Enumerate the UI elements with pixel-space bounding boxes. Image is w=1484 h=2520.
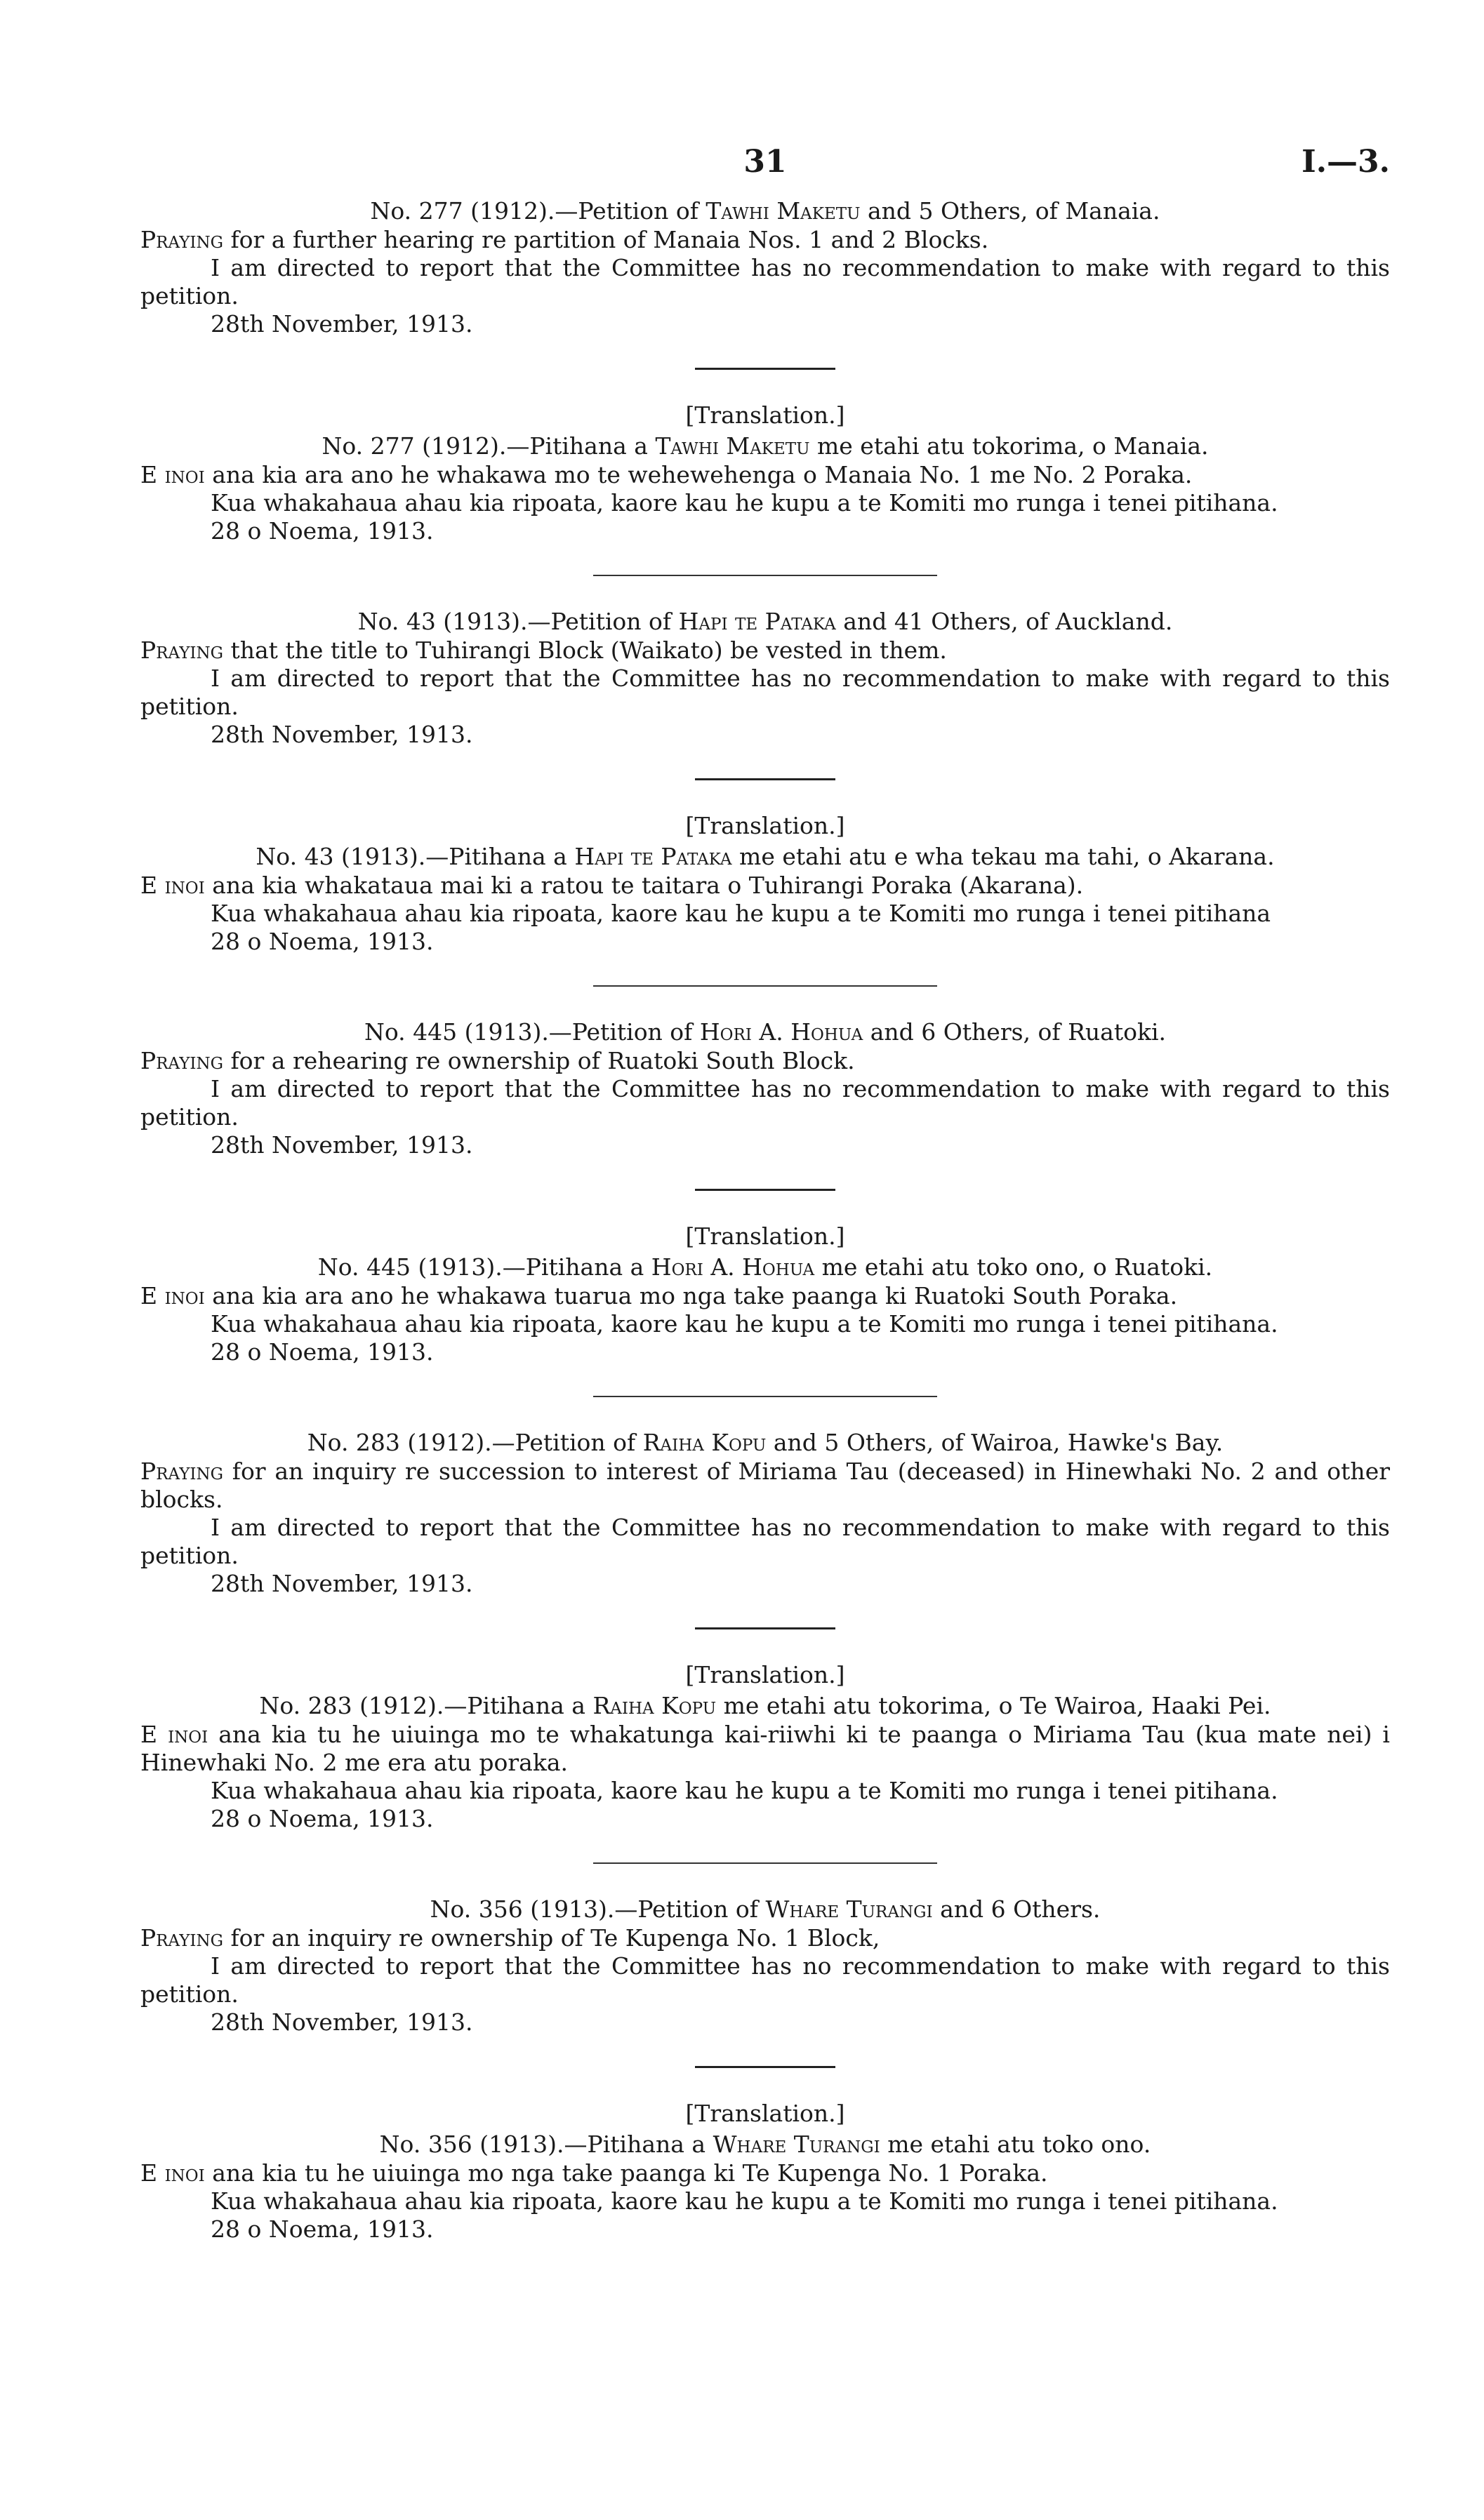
petitioner-name: Whare Turangi	[713, 2131, 880, 2158]
petitioner-name: Hapi te Pataka	[678, 608, 836, 635]
committee-report: I am directed to report that the Committee has no recommendation to make with regard to this petition.	[140, 1514, 1390, 1569]
translation-date: 28 o Noema, 1913.	[211, 1338, 434, 1366]
translation-label: [Translation.]	[685, 1222, 845, 1250]
petition-entry	[140, 196, 1390, 576]
section-divider	[593, 1862, 937, 1864]
petitioner-name: Hori A. Hohua	[651, 1253, 815, 1281]
document-page	[140, 0, 1390, 2244]
petition-entry	[140, 607, 1390, 987]
petition-entry	[140, 1018, 1390, 1397]
document-reference: I.—3.	[1301, 144, 1390, 180]
translation-heading: No. 445 (1913).—Pitihana a Hori A. Hohua me etahi atu toko ono, o Ruatoki.	[317, 1253, 1213, 1281]
short-divider	[695, 368, 835, 370]
translation-report: Kua whakahaua ahau kia ripoata, kaore kau he kupu a te Komiti mo runga i tenei pitihana.	[211, 489, 1278, 516]
short-divider	[695, 1627, 835, 1629]
petition-entry	[140, 1895, 1390, 2244]
translation-date: 28 o Noema, 1913.	[211, 2215, 434, 2243]
translation-date: 28 o Noema, 1913.	[211, 517, 434, 545]
translation-label: [Translation.]	[685, 812, 845, 839]
translation-label: [Translation.]	[685, 1661, 845, 1688]
committee-report: I am directed to report that the Committee has no recommendation to make with regard to this petition.	[140, 1075, 1390, 1131]
translation-heading: No. 43 (1913).—Pitihana a Hapi te Pataka me etahi atu e wha tekau ma tahi, o Akarana.	[256, 843, 1275, 870]
translation-praying: E inoi ana kia tu he uiuinga mo nga take paanga ki Te Kupenga No. 1 Poraka.	[140, 2159, 1048, 2187]
translation-date: 28 o Noema, 1913.	[211, 1805, 434, 1832]
petitioner-name: Hapi te Pataka	[574, 843, 732, 870]
section-divider	[593, 985, 937, 987]
translation-praying: E inoi ana kia ara ano he whakawa tuarua mo nga take paanga ki Ruatoki South Poraka.	[140, 1282, 1178, 1309]
petitioner-name: Tawhi Maketu	[655, 432, 810, 460]
short-divider	[695, 1189, 835, 1191]
petitioner-name: Hori A. Hohua	[699, 1018, 863, 1046]
report-date: 28th November, 1913.	[211, 721, 473, 748]
translation-label: [Translation.]	[685, 2100, 845, 2127]
praying-paragraph: Praying for an inquiry re ownership of Te Kupenga No. 1 Block,	[140, 1924, 880, 1952]
petitioner-name: Tawhi Maketu	[705, 197, 861, 225]
praying-paragraph: Praying that the title to Tuhirangi Block (Waikato) be vested in them.	[140, 636, 947, 664]
praying-paragraph: Praying for an inquiry re succession to interest of Miriama Tau (deceased) in Hinewhaki No. 2 and other blocks.	[140, 1458, 1390, 1513]
committee-report: I am directed to report that the Committee has no recommendation to make with regard to this petition.	[140, 1952, 1390, 2008]
petitioner-name: Whare Turangi	[765, 1895, 933, 1923]
page-header	[140, 0, 1390, 196]
petition-heading: No. 277 (1912).—Petition of Tawhi Maketu and 5 Others, of Manaia.	[370, 197, 1160, 225]
petitioner-name: Raiha Kopu	[642, 1429, 767, 1456]
translation-date: 28 o Noema, 1913.	[211, 928, 434, 955]
translation-heading: No. 283 (1912).—Pitihana a Raiha Kopu me etahi atu tokorima, o Te Wairoa, Haaki Pei.	[259, 1692, 1271, 1719]
petition-heading: No. 445 (1913).—Petition of Hori A. Hohua and 6 Others, of Ruatoki.	[364, 1018, 1167, 1046]
translation-report: Kua whakahaua ahau kia ripoata, kaore kau he kupu a te Komiti mo runga i tenei pitihana	[211, 900, 1271, 927]
report-date: 28th November, 1913.	[211, 1131, 473, 1159]
translation-praying: E inoi ana kia tu he uiuinga mo te whakatunga kai-riiwhi ki te paanga o Miriama Tau (kua mate nei) i Hinewhaki No. 2 me era atu poraka.	[140, 1721, 1390, 1776]
short-divider	[695, 2066, 835, 2068]
translation-praying: E inoi ana kia ara ano he whakawa mo te wehewehenga o Manaia No. 1 me No. 2 Poraka.	[140, 461, 1193, 488]
translation-report: Kua whakahaua ahau kia ripoata, kaore kau he kupu a te Komiti mo runga i tenei pitihana.	[211, 2187, 1278, 2215]
praying-paragraph: Praying for a rehearing re ownership of Ruatoki South Block.	[140, 1047, 855, 1074]
translation-praying: E inoi ana kia whakataua mai ki a ratou te taitara o Tuhirangi Poraka (Akarana).	[140, 872, 1084, 899]
petitioner-name: Raiha Kopu	[592, 1692, 717, 1719]
translation-report: Kua whakahaua ahau kia ripoata, kaore kau he kupu a te Komiti mo runga i tenei pitihana.	[211, 1777, 1278, 1804]
translation-label: [Translation.]	[685, 401, 845, 429]
petition-heading: No. 283 (1912).—Petition of Raiha Kopu and 5 Others, of Wairoa, Hawke's Bay.	[307, 1429, 1224, 1456]
section-divider	[593, 575, 937, 576]
short-divider	[695, 778, 835, 780]
praying-paragraph: Praying for a further hearing re partition of Manaia Nos. 1 and 2 Blocks.	[140, 226, 989, 253]
committee-report: I am directed to report that the Committee has no recommendation to make with regard to this petition.	[140, 665, 1390, 720]
section-divider	[593, 1396, 937, 1397]
page-number: 31	[743, 144, 787, 180]
report-date: 28th November, 1913.	[211, 2008, 473, 2036]
petition-heading: No. 356 (1913).—Petition of Whare Turangi and 6 Others.	[430, 1895, 1101, 1923]
report-date: 28th November, 1913.	[211, 310, 473, 338]
translation-heading: No. 277 (1912).—Pitihana a Tawhi Maketu me etahi atu tokorima, o Manaia.	[322, 432, 1209, 460]
report-date: 28th November, 1913.	[211, 1570, 473, 1597]
committee-report: I am directed to report that the Committee has no recommendation to make with regard to this petition.	[140, 254, 1390, 309]
translation-report: Kua whakahaua ahau kia ripoata, kaore kau he kupu a te Komiti mo runga i tenei pitihana.	[211, 1310, 1278, 1338]
petition-heading: No. 43 (1913).—Petition of Hapi te Pataka and 41 Others, of Auckland.	[357, 608, 1173, 635]
petition-entry	[140, 1428, 1390, 1864]
translation-heading: No. 356 (1913).—Pitihana a Whare Turangi me etahi atu toko ono.	[379, 2131, 1151, 2158]
